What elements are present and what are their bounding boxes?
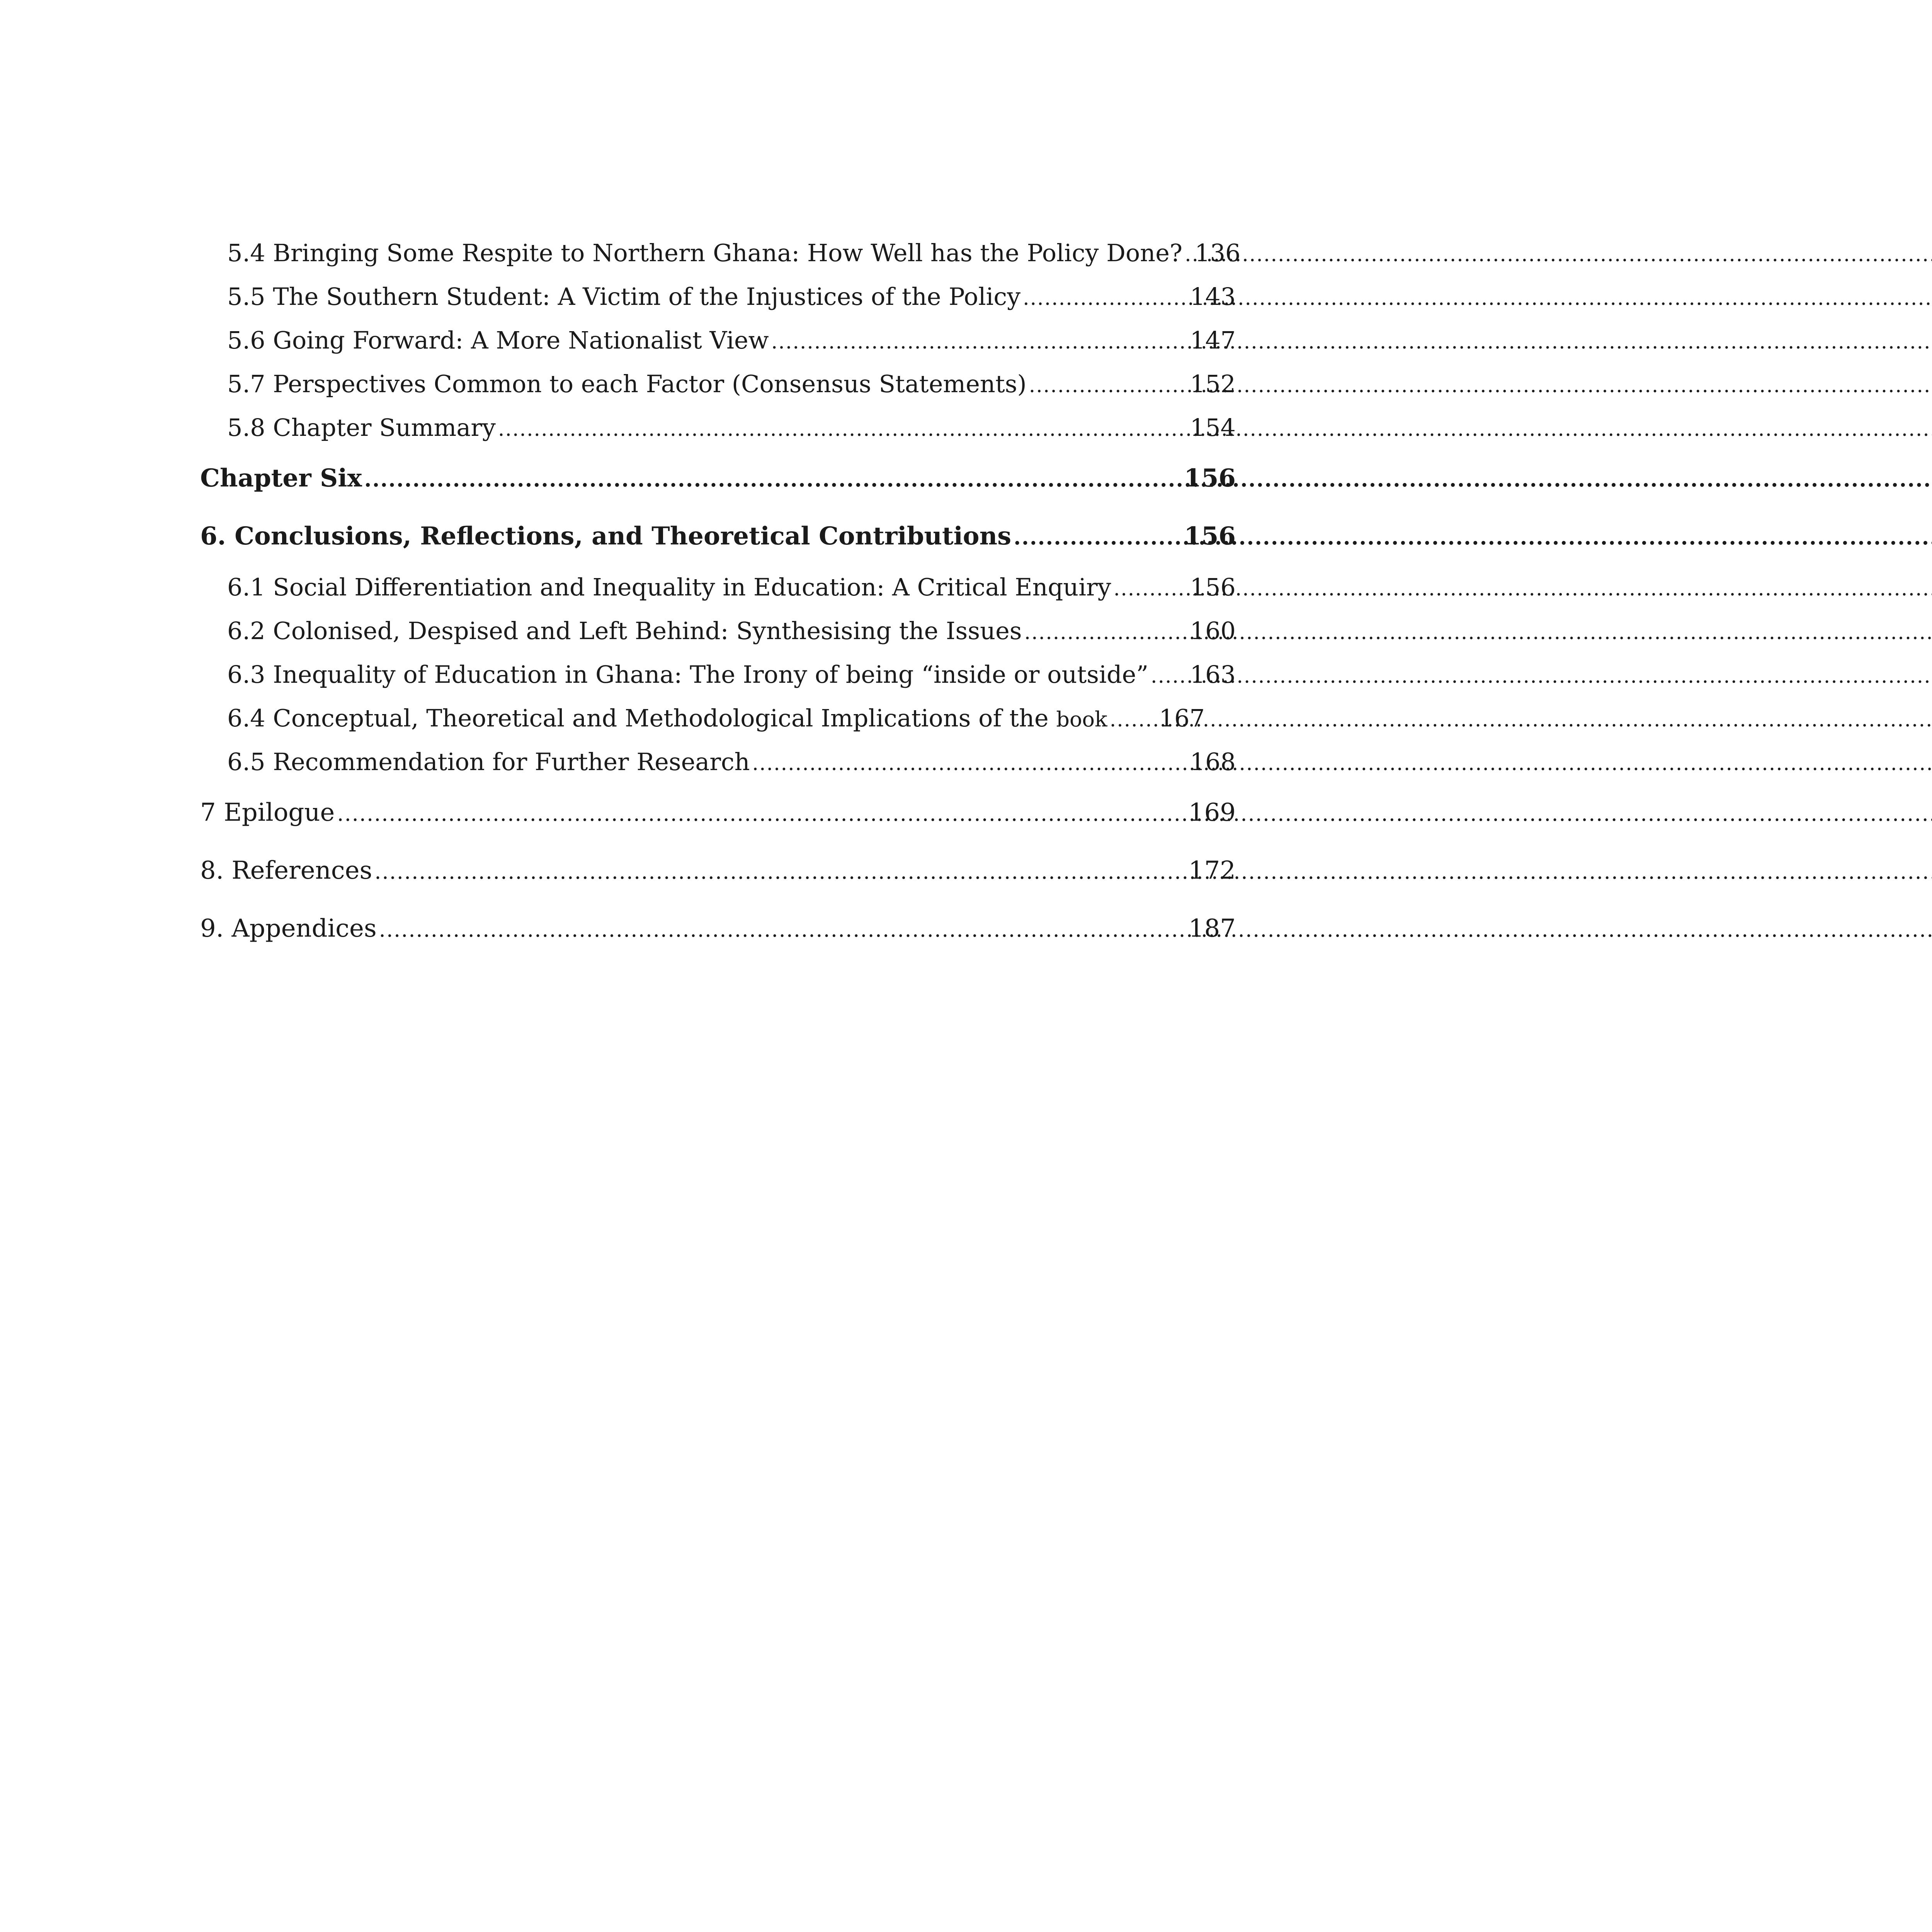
toc-entry-title: 5.4 Bringing Some Respite to Northern Ghana: How Well has the Policy Done? [227, 239, 1183, 267]
dot-leader [379, 900, 1186, 959]
toc-entry-6-3[interactable] [200, 653, 1236, 696]
toc-entry-title: 5.8 Chapter Summary [227, 413, 496, 442]
dot-leader [752, 740, 1188, 786]
toc-entry-title: 6.1 Social Differentiation and Inequality in Education: A Critical Enquiry [227, 573, 1111, 601]
toc-entry-title: 5.5 The Southern Student: A Victim of the Injustices of the Policy [227, 282, 1021, 311]
toc-entry-chapter-six[interactable] [200, 449, 1236, 507]
toc-entry-page: 152 [1190, 370, 1236, 398]
toc-entry-page: 154 [1190, 413, 1236, 442]
dot-leader [337, 784, 1186, 843]
toc-entry-6-5[interactable] [200, 740, 1236, 784]
dot-leader [1014, 507, 1182, 566]
toc-entry-title: 6.3 Inequality of Education in Ghana: The Irony of being “inside or outside” [227, 660, 1149, 689]
toc-entry-page: 136 [1195, 239, 1241, 267]
toc-entry-page: 143 [1190, 282, 1236, 311]
toc-entry-title: 8. References [200, 856, 372, 885]
toc-entry-page: 156 [1184, 464, 1236, 493]
toc-entry-title: 5.7 Perspectives Common to each Factor (Consensus Statements) [227, 370, 1027, 398]
toc-entry-page: 169 [1188, 798, 1236, 827]
toc-entry-references[interactable] [200, 842, 1236, 900]
toc-entry-5-8[interactable] [200, 406, 1236, 449]
toc-entry-title-tail: book [1056, 707, 1107, 731]
dot-leader [1185, 231, 1192, 277]
toc-entry-appendices[interactable] [200, 900, 1236, 957]
dot-leader [1023, 275, 1188, 320]
toc-entry-title: 9. Appendices [200, 914, 377, 943]
toc-entry-page: 187 [1188, 914, 1236, 943]
dot-leader [1151, 653, 1188, 698]
toc-entry-title: 6.2 Colonised, Despised and Left Behind: Synthesising the Issues [227, 617, 1022, 645]
toc-entry-page: 168 [1190, 748, 1236, 776]
dot-leader [1114, 565, 1188, 611]
toc-entry-page: 163 [1190, 660, 1236, 689]
dot-leader [498, 406, 1188, 451]
dot-leader [1024, 609, 1188, 655]
dot-leader [771, 318, 1188, 364]
toc-entry-title [227, 696, 1107, 741]
toc-entry-title: 5.6 Going Forward: A More Nationalist View [227, 326, 769, 354]
dot-leader [1110, 696, 1157, 742]
dot-leader [1029, 362, 1188, 408]
toc-entry-title-main: 6.4 Conceptual, Theoretical and Methodological Implications of the [227, 704, 1049, 732]
dot-leader [364, 449, 1182, 508]
toc-entry-page: 167 [1159, 704, 1205, 732]
toc-entry-5-6[interactable] [200, 318, 1236, 362]
toc-entry-6-2[interactable] [200, 609, 1236, 653]
toc-entry-6-1[interactable] [200, 565, 1236, 609]
toc-entry-5-7[interactable] [200, 362, 1236, 406]
dot-leader [374, 842, 1186, 901]
toc-entry-5-4[interactable] [200, 231, 1241, 275]
toc-entry-6-4[interactable] [200, 696, 1236, 740]
table-of-contents [200, 231, 1241, 957]
toc-entry-page: 156 [1190, 573, 1236, 601]
toc-entry-title: 6. Conclusions, Reflections, and Theoretical Contributions [200, 522, 1012, 551]
toc-entry-5-5[interactable] [200, 275, 1236, 318]
toc-entry-chapter-six-heading[interactable] [200, 507, 1236, 565]
toc-entry-epilogue[interactable] [200, 784, 1236, 842]
toc-entry-title: 7 Epilogue [200, 798, 335, 827]
toc-entry-page: 160 [1190, 617, 1236, 645]
toc-entry-page: 156 [1184, 522, 1236, 551]
toc-entry-page: 172 [1188, 856, 1236, 885]
toc-entry-title: 6.5 Recommendation for Further Research [227, 748, 750, 776]
toc-entry-title: Chapter Six [200, 464, 362, 493]
toc-entry-page: 147 [1190, 326, 1236, 354]
